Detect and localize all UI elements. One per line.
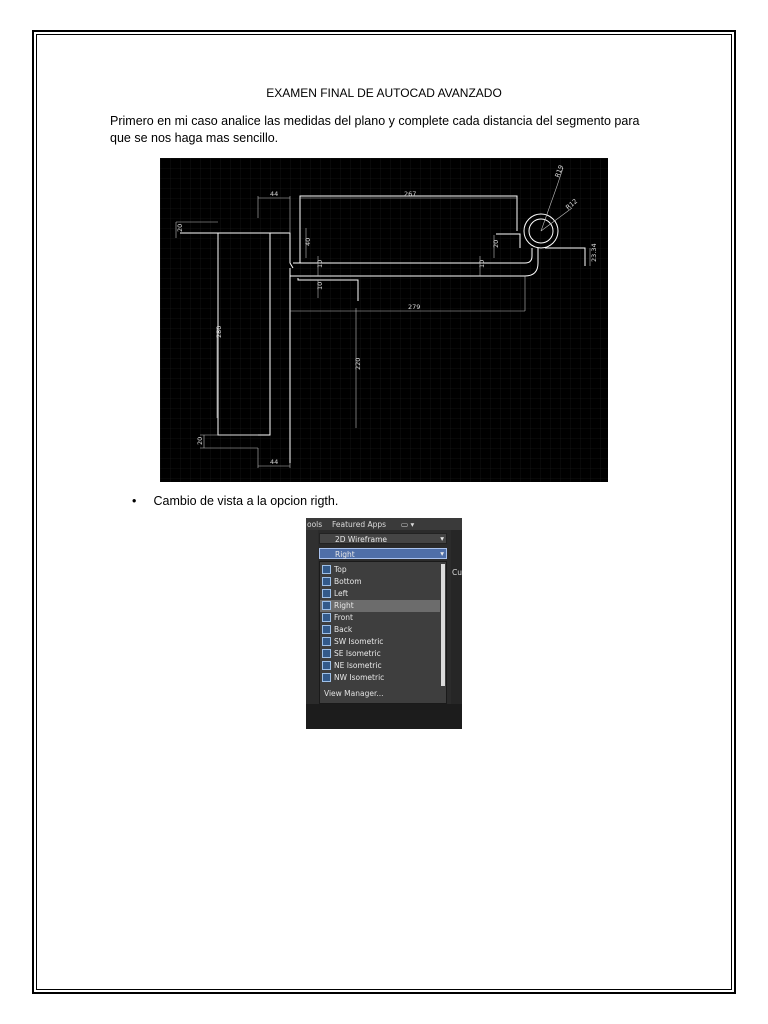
- intro-paragraph: [110, 113, 670, 147]
- view-cube-icon: [322, 589, 331, 598]
- document-title: EXAMEN FINAL DE AUTOCAD AVANZADO: [266, 86, 502, 100]
- side-icon-strip: [306, 530, 318, 630]
- view-cube-icon: [322, 601, 331, 610]
- dim-280: 280: [215, 325, 223, 338]
- view-cube-icon: [322, 613, 331, 622]
- isometric-icon: [322, 661, 331, 670]
- visual-style-value: 2D Wireframe: [335, 535, 388, 544]
- viewport-background: [306, 704, 462, 729]
- view-item-sw-isometric[interactable]: SW Isometric: [320, 636, 440, 648]
- bullet-dot-icon: •: [132, 494, 137, 508]
- view-item-back[interactable]: Back: [320, 624, 440, 636]
- dim-10-b: 10: [478, 259, 486, 268]
- ribbon-tab-bar: [306, 518, 462, 530]
- ribbon-side-strip: [451, 530, 462, 729]
- isometric-icon: [322, 649, 331, 658]
- dim-10-c: 10: [316, 281, 324, 290]
- list-scrollbar[interactable]: [441, 564, 445, 686]
- bullet-item: [132, 494, 338, 508]
- intro-line-1: Primero en mi caso analice las medidas del plano y complete cada distancia del segmento para: [110, 114, 640, 128]
- dim-20-left: 20: [176, 223, 184, 232]
- dim-23-34: 23.34: [590, 243, 598, 262]
- tab-options-icon[interactable]: ▭ ▾: [401, 520, 415, 529]
- view-item-top[interactable]: Top: [320, 564, 440, 576]
- dim-r12: R12: [564, 197, 580, 212]
- isometric-icon: [322, 673, 331, 682]
- view-item-front[interactable]: Front: [320, 612, 440, 624]
- view-list: [319, 561, 447, 704]
- dim-220: 220: [354, 357, 362, 370]
- autocad-drawing: [160, 158, 608, 482]
- chevron-down-icon: ▾: [440, 549, 444, 558]
- view-item-nw-isometric[interactable]: NW Isometric: [320, 672, 440, 684]
- dim-267: 267: [404, 190, 417, 198]
- view-item-left[interactable]: Left: [320, 588, 440, 600]
- view-item-se-isometric[interactable]: SE Isometric: [320, 648, 440, 660]
- view-dropdown-value: Right: [335, 550, 355, 559]
- view-item-bottom[interactable]: Bottom: [320, 576, 440, 588]
- dim-20-mid: 20: [492, 239, 500, 248]
- dim-279: 279: [408, 303, 421, 311]
- view-manager-item[interactable]: View Manager...: [324, 689, 384, 698]
- view-item-ne-isometric[interactable]: NE Isometric: [320, 660, 440, 672]
- cad-svg: [160, 158, 608, 482]
- intro-line-2: que se nos haga mas sencillo.: [110, 131, 279, 145]
- chevron-down-icon: ▾: [440, 534, 444, 543]
- tab-featured-apps[interactable]: Featured Apps: [332, 520, 387, 529]
- dim-44-bottom: 44: [270, 458, 279, 466]
- view-cube-icon: [322, 565, 331, 574]
- dim-10-a: 10: [316, 259, 324, 268]
- view-item-right[interactable]: Right: [320, 600, 440, 612]
- visual-style-dropdown[interactable]: [319, 533, 447, 544]
- dim-40: 40: [304, 237, 312, 246]
- isometric-icon: [322, 637, 331, 646]
- view-cube-icon: [322, 625, 331, 634]
- tab-tools[interactable]: ools: [307, 520, 323, 529]
- view-dropdown[interactable]: [319, 548, 447, 559]
- dim-r19: R19: [553, 163, 566, 179]
- bullet-text: Cambio de vista a la opcion rigth.: [153, 494, 339, 508]
- view-cube-icon: [322, 577, 331, 586]
- side-label: Cu: [452, 568, 462, 577]
- autocad-view-dropdown-screenshot: [306, 518, 462, 729]
- dim-44-top: 44: [270, 190, 279, 198]
- dim-20-bottom: 20: [196, 436, 204, 445]
